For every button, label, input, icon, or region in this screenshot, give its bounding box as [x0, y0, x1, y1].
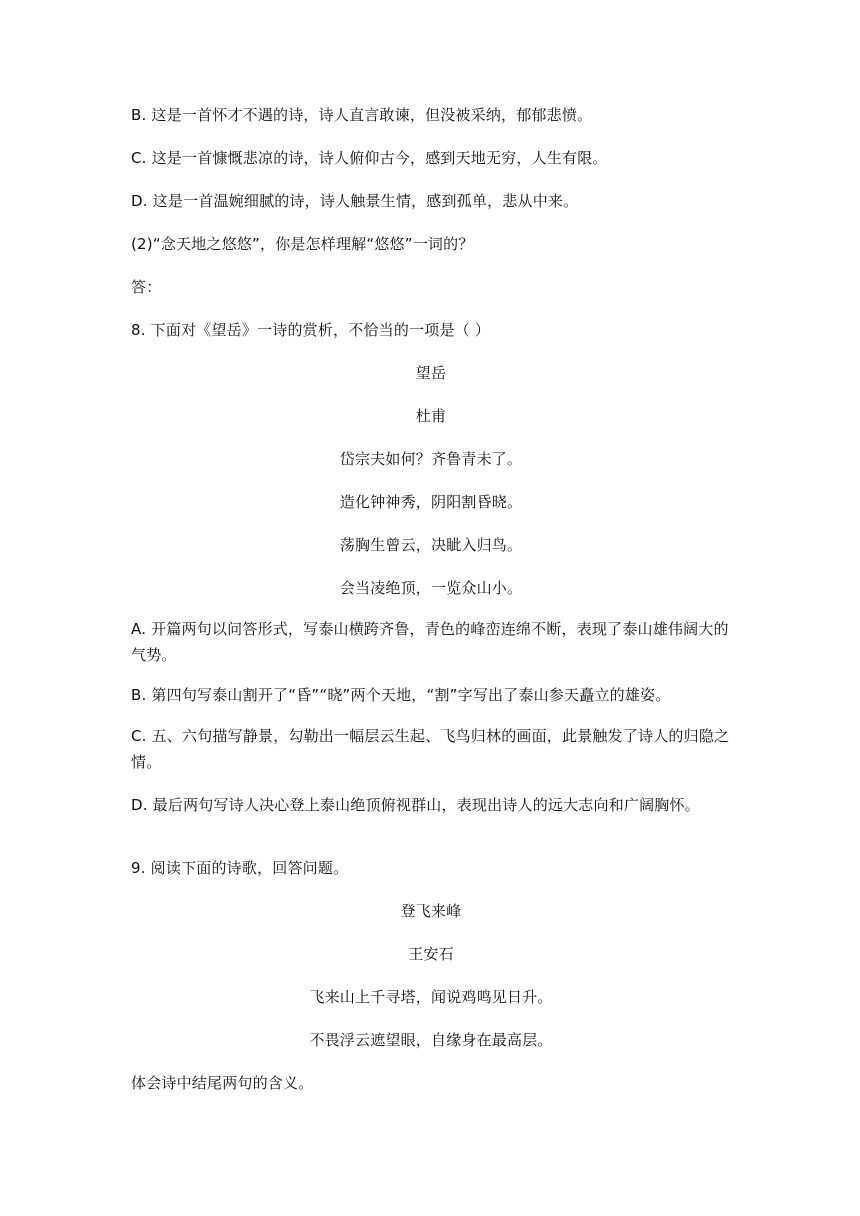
q8-question: 8. 下面对《望岳》一诗的赏析，不恰当的一项是（ ）	[131, 321, 491, 339]
q9-poem-title: 登飞来峰	[400, 902, 462, 920]
q9-poem-line: 不畏浮云遮望眼，自缘身在最高层。	[309, 1031, 553, 1049]
q8-poem-line: 会当凌绝顶，一览众山小。	[339, 579, 523, 597]
q7-option-d: D. 这是一首温婉细腻的诗，诗人触景生情，感到孤单，悲从中来。	[131, 192, 579, 210]
q8-poem-line: 岱宗夫如何？齐鲁青未了。	[339, 450, 523, 468]
q8-poem-title: 望岳	[415, 364, 447, 382]
q7-option-c: C. 这是一首慷慨悲凉的诗，诗人俯仰古今，感到天地无穷，人生有限。	[131, 149, 608, 167]
q9-prompt: 体会诗中结尾两句的含义。	[131, 1074, 314, 1092]
q9-poem-line: 飞来山上千寻塔，闻说鸡鸣见日升。	[309, 988, 553, 1006]
q8-poem-author: 杜甫	[415, 407, 447, 425]
document-page	[131, 0, 731, 1216]
q8-option-a: A. 开篇两句以问答形式，写泰山横跨齐鲁，青色的峰峦连绵不断，表现了泰山雄伟阔大的气势。	[131, 620, 729, 664]
q9-poem-author: 王安石	[408, 945, 454, 963]
q9-question: 9. 阅读下面的诗歌，回答问题。	[131, 859, 349, 877]
q8-poem-line: 荡胸生曾云，决眦入归鸟。	[339, 536, 523, 554]
q7-sub-question-2: (2)“念天地之悠悠”，你是怎样理解“悠悠”一词的？	[131, 235, 474, 253]
q7-answer-label: 答：	[131, 278, 162, 296]
q8-option-c: C. 五、六句描写静景，勾勒出一幅层云生起、飞鸟归林的画面，此景触发了诗人的归隐之情。	[131, 727, 730, 771]
q7-option-b: B. 这是一首怀才不遇的诗，诗人直言敢谏，但没被采纳，郁郁悲愤。	[131, 106, 593, 124]
q8-option-d: D. 最后两句写诗人决心登上泰山绝顶俯视群山，表现出诗人的远大志向和广阔胸怀。	[131, 796, 700, 814]
q8-option-b: B. 第四句写泰山割开了“昏”“晓”两个天地，“割”字写出了泰山参天矗立的雄姿。	[131, 686, 671, 704]
q8-poem-line: 造化钟神秀，阴阳割昏晓。	[339, 493, 523, 511]
